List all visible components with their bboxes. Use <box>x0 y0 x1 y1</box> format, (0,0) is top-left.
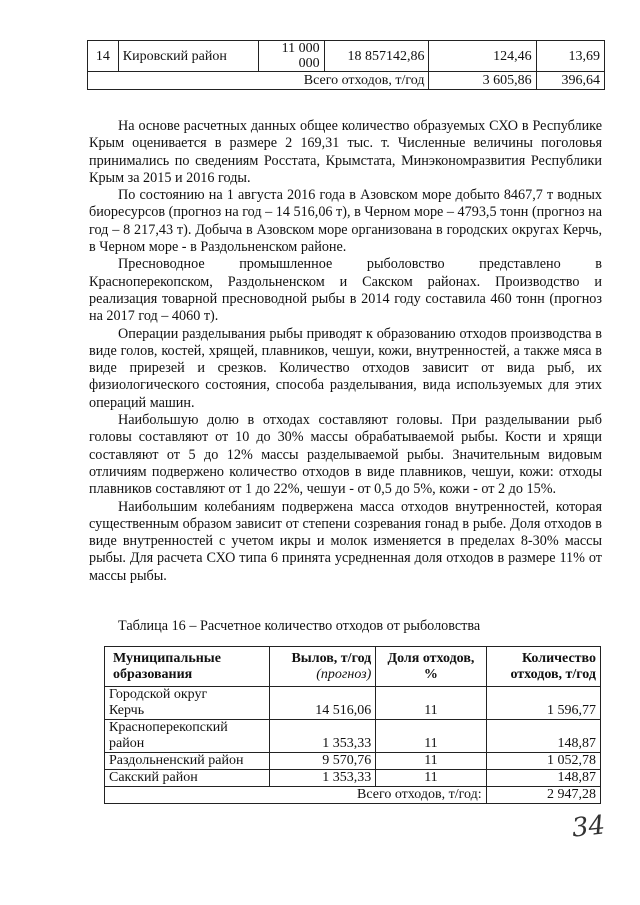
total-row <box>88 72 605 90</box>
waste-cell: 148,87 <box>486 770 600 787</box>
header-municipality-l2: образования <box>113 666 193 682</box>
total-row <box>105 787 601 804</box>
share-cell: 11 <box>376 720 486 753</box>
table-header-row <box>105 647 601 687</box>
cell-value-a-line2: 000 <box>298 56 320 71</box>
share-cell: 11 <box>376 770 486 787</box>
municipality-name-l1: Городской округ <box>109 687 208 702</box>
header-catch-l1: Вылов, т/год <box>291 650 372 666</box>
header-share-l2: % <box>423 666 438 682</box>
paragraph: На основе расчетных данных общее количество образуемых СХО в Республике Крым оценивается в размере 2 169,31 тыс. т. Численные величины поголовья принимались по сведениям Росстата, Крымстата, Минэкономразвития Республики Крым за 2015 и 2016 годы. <box>89 118 602 186</box>
paragraph: Наибольшую долю в отходах составляют головы. При разделывании рыб головы составляют от 10 до 30% массы обрабатываемой рыбы. Кости и хрящи составляют от 5 до 12% массы разделываемой рыбы. Значительным видовым отличиям подвержено количество отходов в виде плавников, чешуи, кожи: отходы плавников составляют от 1 до 22%, чешуи - от 0,5 до 5%, кожи - от 2 до 15%. <box>89 412 602 498</box>
total-label: Всего отходов, т/год <box>88 72 429 90</box>
table-row <box>105 770 601 787</box>
district-name: Кировский район <box>118 41 258 72</box>
total-value-d: 396,64 <box>536 72 604 90</box>
cell-value-a <box>258 41 324 72</box>
header-waste <box>486 647 600 687</box>
share-cell: 11 <box>376 753 486 770</box>
catch-cell: 14 516,06 <box>269 687 375 720</box>
cell-value-d: 13,69 <box>536 41 604 72</box>
table-row <box>105 753 601 770</box>
header-municipality <box>105 647 270 687</box>
header-catch-l2: (прогноз) <box>316 666 372 682</box>
handwritten-page-number: 34 <box>570 810 607 844</box>
paragraph: По состоянию на 1 августа 2016 года в Азовском море добыто 8467,7 т водных биоресурсов (прогноз на год – 14 516,06 т), в Черном море – 4793,5 тонн (прогноз на год – 8 217,43 т). Добыча в Азовском море организована в городских округах Керчь, в Черном море - в Раздольненском районе. <box>89 187 602 256</box>
table-row <box>105 720 601 753</box>
paragraph: Наибольшим колебаниям подвержена масса отходов внутренностей, которая существенным образом зависит от степени созревания гонад в рыбе. Доля отходов в виде внутренностей с учетом икры и молок изменяется в пределах 8-30% массы рыбы. Для расчета СХО типа 6 принята усредненная доля отходов в размере 11% от массы рыбы. <box>89 498 602 584</box>
cell-value-a-line1: 11 000 <box>281 41 320 56</box>
municipality-cell <box>105 687 270 720</box>
header-waste-l2: отходов, т/год <box>510 666 596 682</box>
cell-value-c: 124,46 <box>429 41 536 72</box>
body-text <box>89 118 602 585</box>
catch-cell: 1 353,33 <box>269 770 375 787</box>
header-share <box>376 647 486 687</box>
waste-cell: 148,87 <box>486 720 600 753</box>
header-waste-l1: Количество <box>521 650 596 666</box>
header-share-l1: Доля отходов, <box>387 650 475 666</box>
share-cell: 11 <box>376 687 486 720</box>
total-label: Всего отходов, т/год: <box>105 787 487 804</box>
table-row <box>105 687 601 720</box>
continued-table <box>87 40 605 90</box>
municipality-name-l2: Керчь <box>109 703 145 718</box>
table-row <box>88 41 605 72</box>
total-value: 2 947,28 <box>486 787 600 804</box>
header-municipality-l1: Муниципальные <box>113 650 221 666</box>
row-number: 14 <box>88 41 119 72</box>
paragraph: Операции разделывания рыбы приводят к образованию отходов производства в виде голов, костей, хрящей, плавников, чешуи, кожи, внутренностей, а также мяса в виде прирезей и срезков. Количество отходов зависит от вида рыб, их физиологического состояния, способа разделывания, вида используемых для этих операций машин. <box>89 325 602 411</box>
total-value-c: 3 605,86 <box>429 72 536 90</box>
municipality-cell: Сакский район <box>105 770 270 787</box>
paragraph: Пресноводное промышленное рыболовство представлено в Красноперекопском, Раздольненском и Сакском районах. Производство и реализация товарной пресноводной рыбы в 2014 году составила 460 тонн (прогноз на 2017 год – 4060 т). <box>89 256 602 325</box>
municipality-cell <box>105 720 270 753</box>
table-caption: Таблица 16 – Расчетное количество отходов от рыболовства <box>118 618 481 634</box>
municipality-name-l2: район <box>109 736 145 751</box>
catch-cell: 1 353,33 <box>269 720 375 753</box>
header-catch <box>269 647 375 687</box>
waste-cell: 1 596,77 <box>486 687 600 720</box>
municipality-cell: Раздольненский район <box>105 753 270 770</box>
municipality-name-l1: Красноперекопский <box>109 720 228 735</box>
waste-cell: 1 052,78 <box>486 753 600 770</box>
catch-cell: 9 570,76 <box>269 753 375 770</box>
cell-value-b: 18 857142,86 <box>324 41 429 72</box>
fishing-waste-table <box>104 646 601 804</box>
